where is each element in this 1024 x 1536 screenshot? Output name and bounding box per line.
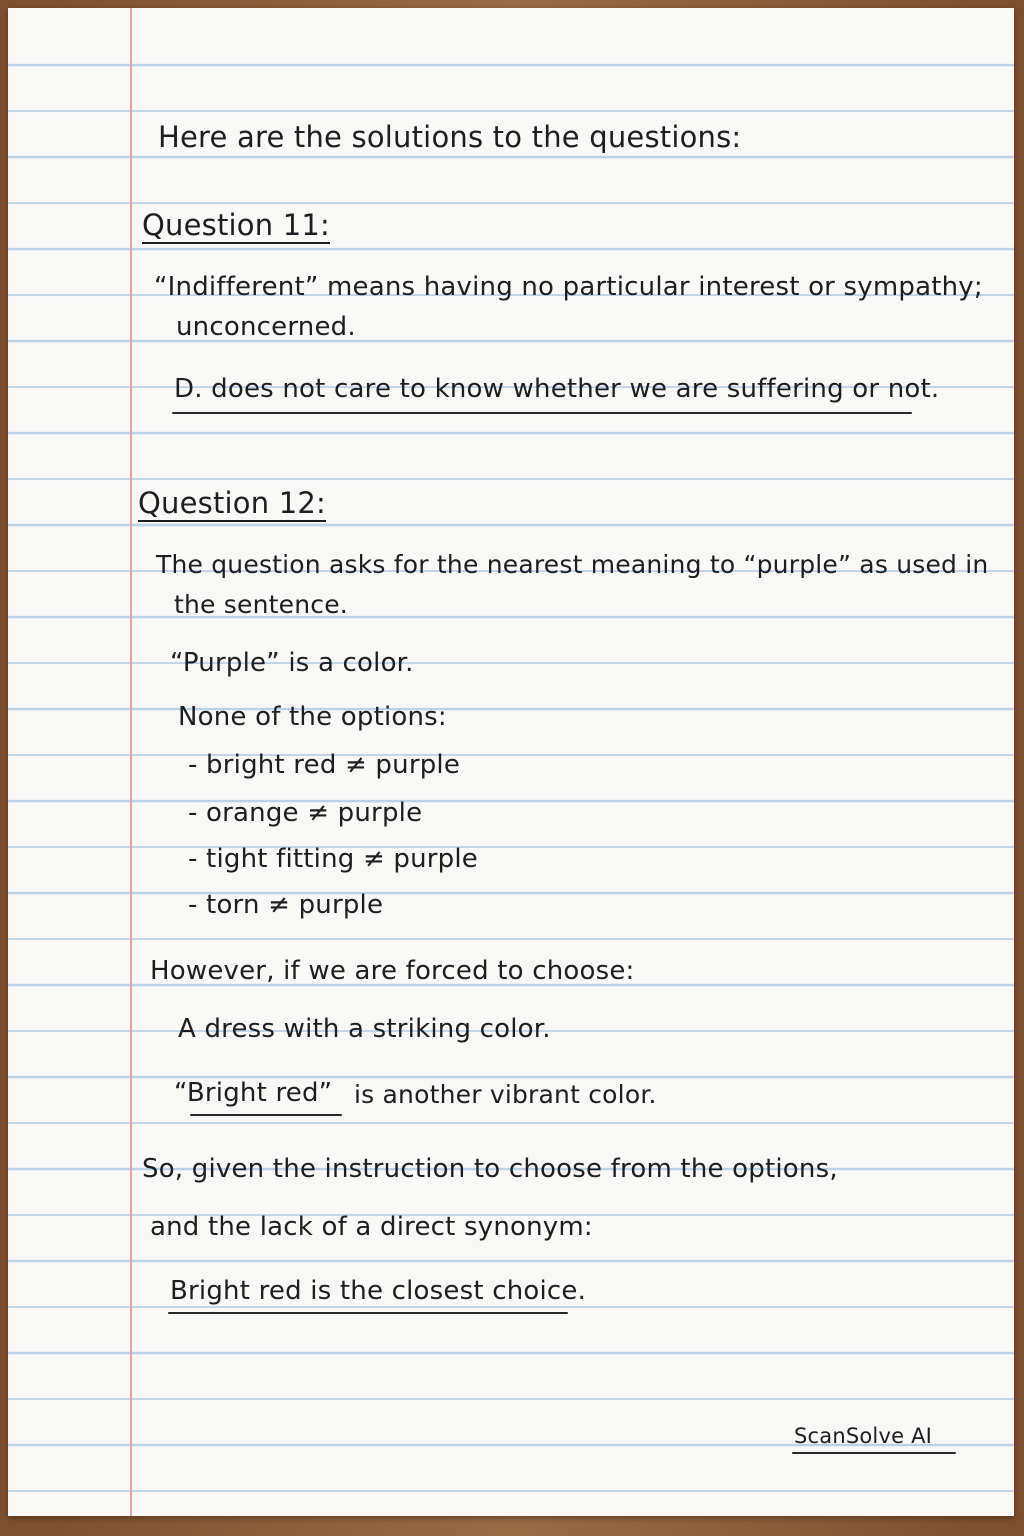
q12-so-line2: and the lack of a direct synonym: xyxy=(150,1212,593,1242)
q11-answer: D. does not care to know whether we are suffering or not. xyxy=(174,374,940,404)
option-orange: - orange ≠ purple xyxy=(188,798,423,828)
question-11-title: Question 11: xyxy=(142,208,330,242)
q12-intro-line1: The question asks for the nearest meaning to “purple” as used in xyxy=(156,550,989,579)
q12-however: However, if we are forced to choose: xyxy=(150,956,635,986)
option-bright-red: - bright red ≠ purple xyxy=(188,750,461,780)
watermark-underline xyxy=(792,1452,956,1454)
q11-definition-line1: “Indifferent” means having no particular interest or sympathy; xyxy=(154,272,983,302)
notebook-paper xyxy=(8,8,1014,1516)
watermark-label: ScanSolve AI xyxy=(794,1424,933,1448)
option-tight-fitting: - tight fitting ≠ purple xyxy=(188,844,478,874)
page-heading: Here are the solutions to the questions: xyxy=(158,120,742,154)
q12-bright-red-quoted: “Bright red” xyxy=(174,1078,333,1108)
q12-purple-is-color: “Purple” is a color. xyxy=(170,648,414,678)
q12-intro-line2: the sentence. xyxy=(174,590,348,619)
q12-vibrant-rest: is another vibrant color. xyxy=(354,1080,657,1109)
q12-conclusion: Bright red is the closest choice. xyxy=(170,1276,587,1306)
q12-so-line1: So, given the instruction to choose from the options, xyxy=(142,1154,838,1184)
q12-none-of-options: None of the options: xyxy=(178,702,447,732)
margin-line xyxy=(130,8,132,1516)
bright-red-underline xyxy=(190,1114,342,1116)
q11-answer-underline xyxy=(172,412,912,414)
option-torn: - torn ≠ purple xyxy=(188,890,384,920)
q11-definition-line2: unconcerned. xyxy=(176,312,356,342)
q12-dress: A dress with a striking color. xyxy=(178,1014,551,1044)
conclusion-underline xyxy=(168,1312,568,1314)
question-12-title: Question 12: xyxy=(138,486,326,520)
